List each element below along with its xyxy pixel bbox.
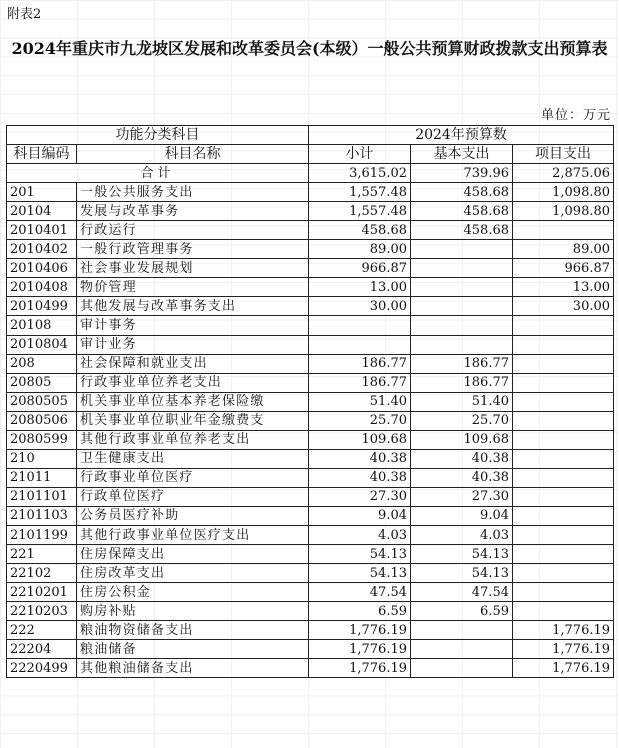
table-row	[7, 468, 614, 487]
table-row	[7, 487, 614, 506]
row-name: 行政事业单位养老支出	[77, 373, 309, 392]
row-basic: 109.68	[411, 430, 513, 449]
row-subtotal: 54.13	[309, 564, 411, 583]
row-code: 221	[7, 545, 77, 564]
table-row	[7, 564, 614, 583]
table-row	[7, 240, 614, 259]
row-basic	[411, 259, 513, 278]
row-project: 1,776.19	[513, 640, 614, 659]
row-code: 222	[7, 621, 77, 640]
row-project: 966.87	[513, 259, 614, 278]
total-basic: 739.96	[411, 164, 513, 183]
row-name: 其他发展与改革事务支出	[77, 297, 309, 316]
row-project	[513, 316, 614, 335]
row-code: 2080599	[7, 430, 77, 449]
row-subtotal: 40.38	[309, 468, 411, 487]
row-name: 社会事业发展规划	[77, 259, 309, 278]
row-name: 公务员医疗补助	[77, 506, 309, 525]
row-project	[513, 392, 614, 411]
row-subtotal: 47.54	[309, 583, 411, 602]
row-basic: 25.70	[411, 411, 513, 430]
row-code: 2010402	[7, 240, 77, 259]
row-subtotal: 109.68	[309, 430, 411, 449]
row-basic	[411, 335, 513, 354]
row-code: 2101199	[7, 525, 77, 544]
row-basic: 54.13	[411, 564, 513, 583]
row-basic	[411, 621, 513, 640]
row-code: 2101103	[7, 506, 77, 525]
row-basic: 51.40	[411, 392, 513, 411]
table-row	[7, 335, 614, 354]
table-row	[7, 259, 614, 278]
row-subtotal: 30.00	[309, 297, 411, 316]
row-name: 一般行政管理事务	[77, 240, 309, 259]
row-project	[513, 564, 614, 583]
row-subtotal	[309, 316, 411, 335]
row-project	[513, 487, 614, 506]
table-row	[7, 354, 614, 373]
header-func-class: 功能分类科目	[7, 126, 309, 145]
row-subtotal: 966.87	[309, 259, 411, 278]
row-basic: 186.77	[411, 354, 513, 373]
row-basic	[411, 240, 513, 259]
row-code: 21011	[7, 468, 77, 487]
row-name: 行政事业单位医疗	[77, 468, 309, 487]
row-subtotal: 6.59	[309, 602, 411, 621]
row-basic: 40.38	[411, 449, 513, 468]
row-subtotal: 9.04	[309, 506, 411, 525]
header-row-1	[7, 126, 614, 145]
header-basic: 基本支出	[411, 145, 513, 164]
row-code: 201	[7, 183, 77, 202]
row-subtotal: 458.68	[309, 221, 411, 240]
row-project	[513, 335, 614, 354]
row-project	[513, 411, 614, 430]
row-subtotal: 186.77	[309, 373, 411, 392]
table-row	[7, 545, 614, 564]
row-subtotal: 54.13	[309, 545, 411, 564]
table-row	[7, 659, 614, 678]
table-row	[7, 278, 614, 297]
row-code: 2010804	[7, 335, 77, 354]
table-row	[7, 373, 614, 392]
table-row	[7, 430, 614, 449]
row-code: 22102	[7, 564, 77, 583]
table-row	[7, 583, 614, 602]
row-project	[513, 430, 614, 449]
row-code: 2220499	[7, 659, 77, 678]
row-subtotal: 13.00	[309, 278, 411, 297]
row-basic: 458.68	[411, 221, 513, 240]
row-basic	[411, 278, 513, 297]
row-code: 2080505	[7, 392, 77, 411]
row-subtotal: 186.77	[309, 354, 411, 373]
row-basic	[411, 297, 513, 316]
row-subtotal: 1,557.48	[309, 202, 411, 221]
row-basic: 40.38	[411, 468, 513, 487]
row-subtotal: 25.70	[309, 411, 411, 430]
row-name: 卫生健康支出	[77, 449, 309, 468]
table-row	[7, 221, 614, 240]
row-basic: 458.68	[411, 183, 513, 202]
table-row	[7, 316, 614, 335]
row-code: 2010408	[7, 278, 77, 297]
row-project	[513, 602, 614, 621]
row-code: 20104	[7, 202, 77, 221]
row-project: 13.00	[513, 278, 614, 297]
header-budget-year: 2024年预算数	[309, 126, 614, 145]
total-row	[7, 164, 614, 183]
row-code: 20108	[7, 316, 77, 335]
table-row	[7, 392, 614, 411]
row-name: 机关事业单位基本养老保险缴	[77, 392, 309, 411]
header-subtotal: 小计	[309, 145, 411, 164]
row-project	[513, 506, 614, 525]
row-subtotal: 40.38	[309, 449, 411, 468]
page-title: 2024年重庆市九龙坡区发展和改革委员会(本级）一般公共预算财政拨款支出预算表	[11, 39, 608, 58]
row-project	[513, 354, 614, 373]
row-name: 审计事务	[77, 316, 309, 335]
row-subtotal: 1,776.19	[309, 659, 411, 678]
table-row	[7, 621, 614, 640]
total-label: 合计	[7, 164, 309, 183]
row-subtotal: 4.03	[309, 525, 411, 544]
row-subtotal: 1,557.48	[309, 183, 411, 202]
row-name: 购房补贴	[77, 602, 309, 621]
row-name: 其他行政事业单位养老支出	[77, 430, 309, 449]
row-project: 89.00	[513, 240, 614, 259]
row-basic: 4.03	[411, 525, 513, 544]
row-name: 其他行政事业单位医疗支出	[77, 525, 309, 544]
header-name: 科目名称	[77, 145, 309, 164]
row-code: 22204	[7, 640, 77, 659]
row-name: 社会保障和就业支出	[77, 354, 309, 373]
row-basic: 54.13	[411, 545, 513, 564]
table-row	[7, 183, 614, 202]
row-code: 2080506	[7, 411, 77, 430]
table-row	[7, 202, 614, 221]
row-project: 30.00	[513, 297, 614, 316]
row-basic: 9.04	[411, 506, 513, 525]
table-row	[7, 297, 614, 316]
table-row	[7, 525, 614, 544]
row-subtotal: 27.30	[309, 487, 411, 506]
unit-label: 单位：万元	[540, 108, 611, 123]
row-basic	[411, 316, 513, 335]
row-name: 住房保障支出	[77, 545, 309, 564]
total-project: 2,875.06	[513, 164, 614, 183]
row-name: 审计业务	[77, 335, 309, 354]
budget-table	[6, 125, 614, 678]
row-basic	[411, 640, 513, 659]
row-code: 2210203	[7, 602, 77, 621]
row-project	[513, 221, 614, 240]
row-basic: 458.68	[411, 202, 513, 221]
row-project	[513, 545, 614, 564]
table-row	[7, 640, 614, 659]
header-code: 科目编码	[7, 145, 77, 164]
row-name: 机关事业单位职业年金缴费支	[77, 411, 309, 430]
table-row	[7, 449, 614, 468]
row-basic: 47.54	[411, 583, 513, 602]
row-basic: 27.30	[411, 487, 513, 506]
row-name: 行政单位医疗	[77, 487, 309, 506]
row-code: 210	[7, 449, 77, 468]
row-name: 一般公共服务支出	[77, 183, 309, 202]
row-code: 2010499	[7, 297, 77, 316]
row-project: 1,098.80	[513, 202, 614, 221]
row-basic: 186.77	[411, 373, 513, 392]
table-row	[7, 506, 614, 525]
header-project: 项目支出	[513, 145, 614, 164]
row-basic	[411, 659, 513, 678]
row-subtotal: 51.40	[309, 392, 411, 411]
total-subtotal: 3,615.02	[309, 164, 411, 183]
row-subtotal: 89.00	[309, 240, 411, 259]
header-row-2	[7, 145, 614, 164]
row-code: 2210201	[7, 583, 77, 602]
row-name: 行政运行	[77, 221, 309, 240]
row-name: 粮油物资储备支出	[77, 621, 309, 640]
row-basic: 6.59	[411, 602, 513, 621]
row-name: 其他粮油储备支出	[77, 659, 309, 678]
table-row	[7, 411, 614, 430]
row-project	[513, 583, 614, 602]
row-name: 住房公积金	[77, 583, 309, 602]
row-name: 住房改革支出	[77, 564, 309, 583]
row-name: 发展与改革事务	[77, 202, 309, 221]
row-subtotal: 1,776.19	[309, 621, 411, 640]
table-row	[7, 602, 614, 621]
row-project	[513, 449, 614, 468]
row-project: 1,098.80	[513, 183, 614, 202]
row-project	[513, 373, 614, 392]
row-name: 粮油储备	[77, 640, 309, 659]
row-code: 2010406	[7, 259, 77, 278]
row-code: 20805	[7, 373, 77, 392]
row-code: 208	[7, 354, 77, 373]
row-project: 1,776.19	[513, 621, 614, 640]
row-name: 物价管理	[77, 278, 309, 297]
row-code: 2101101	[7, 487, 77, 506]
attachment-label: 附表2	[7, 7, 42, 22]
row-project: 1,776.19	[513, 659, 614, 678]
row-subtotal: 1,776.19	[309, 640, 411, 659]
row-project	[513, 525, 614, 544]
row-code: 2010401	[7, 221, 77, 240]
row-project	[513, 468, 614, 487]
row-subtotal	[309, 335, 411, 354]
